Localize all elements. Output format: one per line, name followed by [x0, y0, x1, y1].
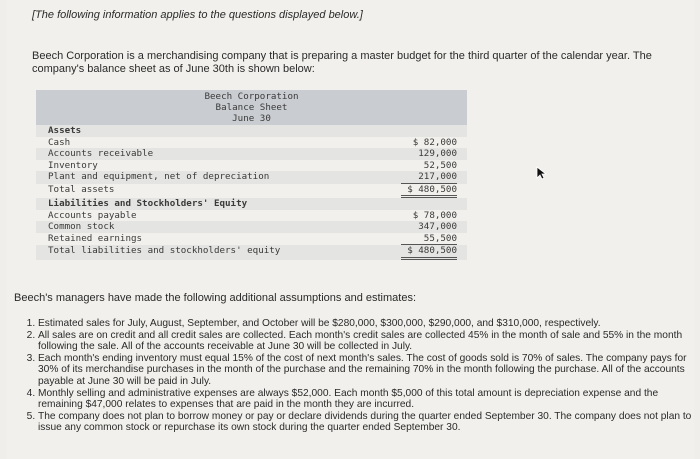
list-item: 3. Each month's ending inventory must equal 15% of the cost of next month's sales. The cost of goods sold is 70% of sales. The company pays for 30% of its merchandise purchases in the month of the purchase and the remaining 70% in the month following the purchase. All of the accounts payable at June 30 will be paid in July. — [38, 353, 698, 388]
list-item: 5. The company does not plan to borrow money or pay or declare dividends during the quarter ended September 30. The company does not plan to issue any common stock or repurchase its own stock during the quarter ended September 30. — [38, 411, 698, 434]
row-value: $ 480,500 — [401, 245, 457, 260]
row-label: Accounts receivable — [48, 148, 154, 159]
table-row — [36, 148, 467, 160]
list-item: 1. Estimated sales for July, August, September, and October will be $280,000, $300,000, $290,000, and $310,000, respectively. — [38, 318, 698, 330]
row-value: 347,000 — [418, 221, 457, 232]
table-row — [36, 210, 467, 222]
total-liabilities-row — [36, 245, 467, 260]
list-item: 4. Monthly selling and administrative expenses are always $52,000. Each month $5,000 of this total amount is depreciation expense and the remaining $47,000 relates to expenses that are paid in the month they are incurred. — [38, 388, 698, 411]
statement-date: June 30 — [232, 113, 271, 124]
row-value: $ 78,000 — [412, 209, 457, 221]
heading-label: Liabilities and Stockholders' Equity — [48, 198, 248, 209]
statement-name: Balance Sheet — [215, 102, 288, 113]
row-label: Plant and equipment, net of depreciation — [48, 171, 270, 182]
row-label: Common stock — [48, 221, 115, 232]
row-label: Inventory — [48, 159, 98, 171]
row-label: Total liabilities and stockholders' equity — [48, 245, 281, 256]
table-row — [36, 233, 467, 246]
balance-sheet-table — [36, 90, 467, 260]
list-item: 2. All sales are on credit and all credit sales are collected. Each month's credit sales are collected 45% in the month of sale and 55% in the month following the sale. All of the accounts receivable at June 30 will be collected in July. — [38, 330, 698, 353]
heading-label: Assets — [48, 125, 82, 136]
document-page — [6, 0, 694, 459]
assets-heading — [36, 125, 467, 137]
liabilities-heading — [36, 198, 467, 210]
row-label: Accounts payable — [48, 209, 137, 221]
total-assets-row — [36, 184, 467, 199]
assumptions-intro: Beech's managers have made the following additional assumptions and estimates: — [14, 292, 416, 304]
intro-note: [The following information applies to the questions displayed below.] — [32, 9, 363, 21]
row-value: 129,000 — [418, 148, 457, 159]
row-label: Retained earnings — [48, 232, 143, 244]
row-value: $ 82,000 — [412, 136, 457, 148]
table-row — [36, 160, 467, 172]
row-label: Cash — [48, 136, 71, 148]
row-value: 217,000 — [401, 171, 457, 184]
table-row — [36, 221, 467, 233]
table-row — [36, 137, 467, 149]
table-row — [36, 171, 467, 184]
row-value: 55,500 — [401, 233, 457, 246]
row-value: $ 480,500 — [401, 184, 457, 199]
problem-paragraph: Beech Corporation is a merchandising company that is preparing a master budget for the third quarter of the calendar year. The company's balance sheet as of June 30th is shown below: — [32, 50, 652, 75]
row-label: Total assets — [48, 183, 115, 195]
balance-sheet-header — [36, 90, 467, 125]
mouse-cursor-icon — [536, 166, 548, 180]
row-value: 52,500 — [423, 159, 457, 171]
company-name: Beech Corporation — [204, 91, 299, 102]
assumptions-list — [20, 318, 698, 434]
